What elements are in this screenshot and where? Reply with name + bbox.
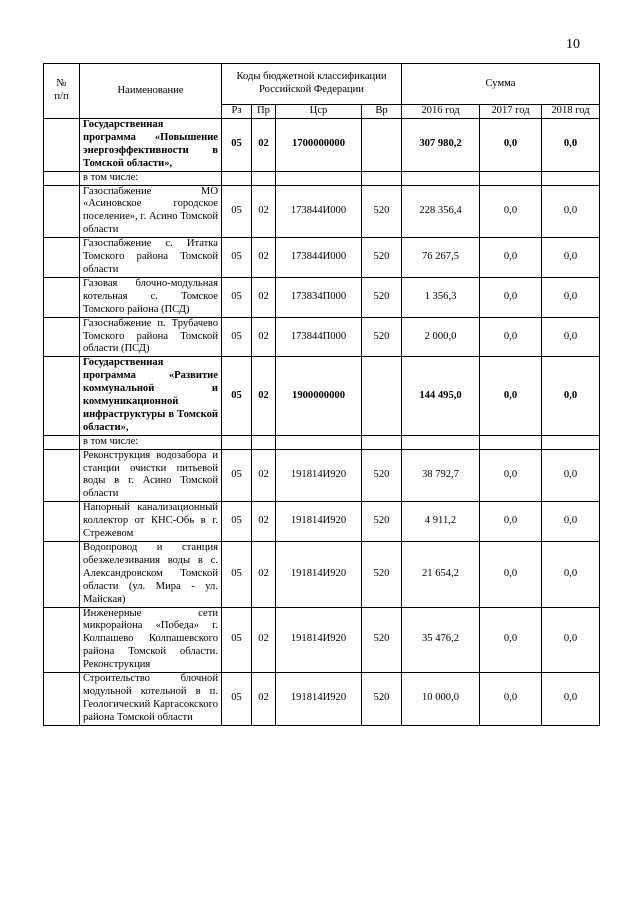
row-name: Строительство блочной модульной котельной в п. Геологический Каргасокского района Томской области bbox=[80, 673, 222, 726]
table-row bbox=[44, 171, 600, 185]
table-row bbox=[44, 238, 600, 278]
row-rz: 05 bbox=[222, 185, 252, 238]
row-pr: 02 bbox=[252, 673, 276, 726]
header-name: Наименование bbox=[80, 64, 222, 119]
row-number bbox=[44, 673, 80, 726]
row-rz: 05 bbox=[222, 502, 252, 542]
row-vr: 520 bbox=[362, 185, 402, 238]
row-pr: 02 bbox=[252, 238, 276, 278]
row-number bbox=[44, 542, 80, 608]
row-2016: 4 911,2 bbox=[402, 502, 480, 542]
header-codes: Коды бюджетной классификации Российской Федерации bbox=[222, 64, 402, 105]
row-csr bbox=[276, 435, 362, 449]
row-2017: 0,0 bbox=[480, 277, 542, 317]
row-2016: 1 356,3 bbox=[402, 277, 480, 317]
row-2018: 0,0 bbox=[542, 542, 600, 608]
table-row bbox=[44, 502, 600, 542]
row-2017: 0,0 bbox=[480, 185, 542, 238]
row-2017: 0,0 bbox=[480, 317, 542, 357]
row-name: Газоспабжение с. Итатка Томского района Томской области bbox=[80, 238, 222, 278]
table-row bbox=[44, 542, 600, 608]
row-2016: 21 654,2 bbox=[402, 542, 480, 608]
row-2018: 0,0 bbox=[542, 673, 600, 726]
table-row bbox=[44, 435, 600, 449]
row-number bbox=[44, 449, 80, 502]
row-2017: 0,0 bbox=[480, 119, 542, 172]
row-name: Водопровод и станция обезжелезивания воды в с. Александровском Томской области (ул. Мира - ул. Майская) bbox=[80, 542, 222, 608]
row-vr: 520 bbox=[362, 277, 402, 317]
row-2016: 144 495,0 bbox=[402, 357, 480, 435]
row-name: Газоснабжение п. Трубачево Томского района Томской области (ПСД) bbox=[80, 317, 222, 357]
row-csr: 191814И920 bbox=[276, 607, 362, 673]
row-number bbox=[44, 502, 80, 542]
row-pr: 02 bbox=[252, 185, 276, 238]
row-name: Газоспабжение МО «Асиновское городское поселение», г. Асино Томской области bbox=[80, 185, 222, 238]
budget-table bbox=[43, 63, 600, 726]
row-csr: 191814И920 bbox=[276, 502, 362, 542]
row-2018: 0,0 bbox=[542, 185, 600, 238]
row-2018: 0,0 bbox=[542, 119, 600, 172]
row-pr bbox=[252, 435, 276, 449]
row-pr: 02 bbox=[252, 502, 276, 542]
row-number bbox=[44, 277, 80, 317]
row-number bbox=[44, 238, 80, 278]
row-rz: 05 bbox=[222, 119, 252, 172]
row-vr: 520 bbox=[362, 502, 402, 542]
table-row bbox=[44, 607, 600, 673]
header-csr: Цср bbox=[276, 105, 362, 119]
row-vr bbox=[362, 171, 402, 185]
row-vr bbox=[362, 435, 402, 449]
row-pr: 02 bbox=[252, 357, 276, 435]
row-2017: 0,0 bbox=[480, 238, 542, 278]
row-pr: 02 bbox=[252, 542, 276, 608]
row-rz: 05 bbox=[222, 238, 252, 278]
row-number bbox=[44, 317, 80, 357]
row-number bbox=[44, 171, 80, 185]
row-rz: 05 bbox=[222, 317, 252, 357]
row-2018: 0,0 bbox=[542, 502, 600, 542]
row-rz: 05 bbox=[222, 542, 252, 608]
table-row bbox=[44, 119, 600, 172]
row-pr: 02 bbox=[252, 317, 276, 357]
row-2017: 0,0 bbox=[480, 607, 542, 673]
row-vr: 520 bbox=[362, 607, 402, 673]
row-rz bbox=[222, 171, 252, 185]
row-csr bbox=[276, 171, 362, 185]
row-2016: 10 000,0 bbox=[402, 673, 480, 726]
row-2016: 38 792,7 bbox=[402, 449, 480, 502]
row-csr: 173844И000 bbox=[276, 238, 362, 278]
row-csr: 173834П000 bbox=[276, 277, 362, 317]
row-csr: 173844П000 bbox=[276, 317, 362, 357]
row-2016: 35 476,2 bbox=[402, 607, 480, 673]
row-pr: 02 bbox=[252, 119, 276, 172]
table-row bbox=[44, 277, 600, 317]
table-row bbox=[44, 449, 600, 502]
row-number bbox=[44, 119, 80, 172]
row-number bbox=[44, 607, 80, 673]
row-vr bbox=[362, 357, 402, 435]
row-rz: 05 bbox=[222, 449, 252, 502]
row-2018 bbox=[542, 171, 600, 185]
row-2017: 0,0 bbox=[480, 449, 542, 502]
row-rz: 05 bbox=[222, 357, 252, 435]
row-vr: 520 bbox=[362, 238, 402, 278]
row-name: Напорный канализационный коллектор от КНС-Обь в г. Стрежевом bbox=[80, 502, 222, 542]
row-2017: 0,0 bbox=[480, 542, 542, 608]
header-2016: 2016 год bbox=[402, 105, 480, 119]
row-2016: 228 356,4 bbox=[402, 185, 480, 238]
header-pr: Пр bbox=[252, 105, 276, 119]
table-row bbox=[44, 185, 600, 238]
row-csr: 191814И920 bbox=[276, 542, 362, 608]
row-rz: 05 bbox=[222, 673, 252, 726]
row-vr bbox=[362, 119, 402, 172]
row-2016 bbox=[402, 171, 480, 185]
row-name: Инженерные сети микрорайона «Победа» г. Колпашево Колпашевского района Томской области. Реконструкция bbox=[80, 607, 222, 673]
row-2017 bbox=[480, 171, 542, 185]
row-csr: 191814И920 bbox=[276, 449, 362, 502]
header-num: № п/п bbox=[44, 64, 80, 119]
row-2017: 0,0 bbox=[480, 357, 542, 435]
header-sum: Сумма bbox=[402, 64, 600, 105]
row-2017: 0,0 bbox=[480, 673, 542, 726]
row-rz bbox=[222, 435, 252, 449]
table-row bbox=[44, 357, 600, 435]
header-rz: Рз bbox=[222, 105, 252, 119]
row-vr: 520 bbox=[362, 449, 402, 502]
row-csr: 1700000000 bbox=[276, 119, 362, 172]
row-csr: 191814И920 bbox=[276, 673, 362, 726]
row-rz: 05 bbox=[222, 277, 252, 317]
page-number: 10 bbox=[566, 37, 580, 52]
row-2018 bbox=[542, 435, 600, 449]
row-name: Реконструкция водозабора и станции очистки питьевой воды в г. Асино Томской области bbox=[80, 449, 222, 502]
header-vr: Вр bbox=[362, 105, 402, 119]
row-2016 bbox=[402, 435, 480, 449]
row-2017: 0,0 bbox=[480, 502, 542, 542]
row-2016: 76 267,5 bbox=[402, 238, 480, 278]
row-2018: 0,0 bbox=[542, 449, 600, 502]
row-2018: 0,0 bbox=[542, 607, 600, 673]
row-rz: 05 bbox=[222, 607, 252, 673]
row-csr: 173844И000 bbox=[276, 185, 362, 238]
row-2016: 307 980,2 bbox=[402, 119, 480, 172]
row-name: Государственная программа «Повышение энергоэффективности в Томской области», bbox=[80, 119, 222, 172]
row-number bbox=[44, 185, 80, 238]
row-pr bbox=[252, 171, 276, 185]
row-2018: 0,0 bbox=[542, 357, 600, 435]
header-2018: 2018 год bbox=[542, 105, 600, 119]
row-pr: 02 bbox=[252, 607, 276, 673]
row-csr: 1900000000 bbox=[276, 357, 362, 435]
row-2018: 0,0 bbox=[542, 277, 600, 317]
row-name: в том числе: bbox=[80, 171, 222, 185]
row-vr: 520 bbox=[362, 673, 402, 726]
table-row bbox=[44, 317, 600, 357]
row-number bbox=[44, 435, 80, 449]
row-vr: 520 bbox=[362, 542, 402, 608]
row-2018: 0,0 bbox=[542, 238, 600, 278]
row-pr: 02 bbox=[252, 277, 276, 317]
row-2016: 2 000,0 bbox=[402, 317, 480, 357]
table-row bbox=[44, 673, 600, 726]
row-2017 bbox=[480, 435, 542, 449]
row-vr: 520 bbox=[362, 317, 402, 357]
row-name: в том числе: bbox=[80, 435, 222, 449]
row-name: Государственная программа «Развитие коммунальной и коммуникационной инфраструктуры в Томской области», bbox=[80, 357, 222, 435]
row-name: Газовая блочно-модульная котельная с. Томское Томского района (ПСД) bbox=[80, 277, 222, 317]
header-2017: 2017 год bbox=[480, 105, 542, 119]
row-number bbox=[44, 357, 80, 435]
row-pr: 02 bbox=[252, 449, 276, 502]
row-2018: 0,0 bbox=[542, 317, 600, 357]
